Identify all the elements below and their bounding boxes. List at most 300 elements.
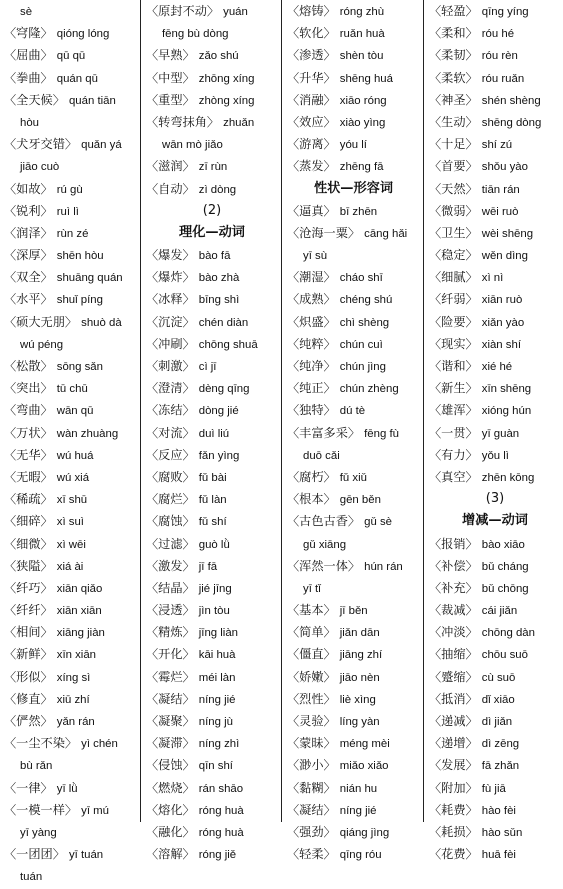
entry-word: 〈一尘不染〉: [4, 736, 78, 751]
entry-pinyin: fǔ làn: [198, 494, 227, 507]
entry-word: 〈转弯抹角〉: [146, 114, 220, 129]
entry-pinyin: xiāng jiàn: [56, 627, 105, 640]
entry-word: 〈反应〉: [146, 447, 195, 462]
entry-word: 〈首要〉: [429, 159, 478, 174]
entry: [287, 0, 420, 22]
entry-pinyin: xiá ài: [56, 560, 84, 573]
entry: [287, 732, 420, 754]
entry-pinyin: xì nì: [481, 272, 504, 285]
column-1: [4, 0, 137, 884]
entry: [287, 777, 420, 799]
entry-pinyin: zhōng xíng: [198, 72, 255, 85]
entry-pinyin: xiān xiān: [56, 605, 102, 618]
entry-pinyin: yī sù: [303, 250, 328, 263]
entry: [4, 843, 137, 865]
entry-pinyin: liè xìng: [339, 693, 376, 706]
entry-pinyin: chì shèng: [339, 316, 390, 329]
entry: [429, 732, 561, 754]
entry-word: 〈灵验〉: [287, 714, 336, 728]
entry-word: 〈万状〉: [4, 425, 53, 440]
entry-word: 〈俨然〉: [4, 714, 53, 728]
entry-pinyin: zhuǎn: [223, 116, 255, 129]
entry: [4, 710, 137, 732]
entry-word: 〈霉烂〉: [146, 669, 195, 684]
entry-word: 〈发展〉: [429, 758, 478, 773]
column-4: [429, 0, 561, 862]
entry-word: 〈花费〉: [429, 847, 478, 862]
entry: [429, 533, 561, 555]
entry: [4, 688, 137, 710]
entry-word: 〈燃烧〉: [146, 780, 195, 795]
entry-word: 〈炽盛〉: [287, 314, 336, 329]
entry-word: 〈基本〉: [287, 603, 336, 618]
entry-pinyin: tiān rán: [481, 183, 520, 196]
entry: [287, 111, 420, 133]
entry: [287, 754, 420, 776]
entry: [429, 599, 561, 621]
entry: [146, 111, 278, 133]
entry-continuation: [4, 865, 137, 887]
entry-word: 〈强劲〉: [287, 824, 336, 839]
entry: [429, 178, 561, 200]
entry: [4, 777, 137, 799]
entry-continuation: [4, 111, 137, 133]
entry: [287, 422, 420, 444]
entry-pinyin: quǎn yá: [81, 139, 122, 152]
entry-pinyin: xī shū: [56, 494, 88, 507]
entry: [287, 67, 420, 89]
entry-word: 〈激发〉: [146, 558, 195, 573]
entry-pinyin: wú huá: [56, 449, 94, 462]
entry-word: 〈相间〉: [4, 625, 53, 640]
entry-word: 〈柔和〉: [429, 26, 478, 41]
entry-pinyin: zhēn kōng: [481, 471, 535, 484]
entry: [287, 643, 420, 665]
entry-pinyin: róng huà: [198, 804, 244, 817]
entry-word: 〈松散〉: [4, 359, 53, 373]
entry-word: 〈浑然一体〉: [287, 558, 361, 573]
column-divider: [281, 0, 282, 822]
entry: [146, 466, 278, 488]
entry-pinyin: róu hé: [481, 28, 515, 41]
entry-word: 〈附加〉: [429, 780, 478, 795]
entry-pinyin: ruì lì: [56, 205, 79, 218]
section-heading: 性状—形容词: [313, 180, 394, 196]
entry: [146, 67, 278, 89]
entry: [287, 488, 420, 510]
entry-pinyin: yǎn rán: [56, 716, 95, 728]
entry-word: 〈细腻〉: [429, 270, 478, 285]
entry: [146, 377, 278, 399]
entry: [287, 155, 420, 177]
entry-pinyin: sōng sǎn: [56, 361, 103, 373]
entry: [4, 444, 137, 466]
entry-pinyin: kāi huà: [198, 649, 236, 662]
entry-pinyin: níng jié: [339, 804, 377, 817]
entry: [146, 244, 278, 266]
entry: [429, 311, 561, 333]
entry: [287, 821, 420, 843]
entry-pinyin: níng jù: [198, 716, 233, 728]
entry: [146, 666, 278, 688]
entry-pinyin: xì wēi: [56, 538, 86, 551]
entry: [4, 67, 137, 89]
entry-pinyin: tū chū: [56, 383, 88, 396]
entry: [146, 44, 278, 66]
entry: [429, 222, 561, 244]
entry-pinyin: xíng sì: [56, 671, 91, 684]
entry-word: 〈双全〉: [4, 270, 53, 285]
entry-pinyin: níng zhì: [198, 738, 240, 751]
entry-pinyin: yī mú: [81, 804, 109, 817]
entry-pinyin: fǎn yìng: [198, 449, 240, 462]
entry: [146, 510, 278, 532]
entry-pinyin: wān qū: [56, 405, 94, 418]
entry: [4, 89, 137, 111]
entry: [429, 577, 561, 599]
entry-word: 〈深厚〉: [4, 248, 53, 263]
entry: [146, 288, 278, 310]
entry-continuation: [287, 533, 420, 555]
entry: [146, 89, 278, 111]
entry: [4, 178, 137, 200]
entry-word: 〈弯曲〉: [4, 403, 53, 418]
entry-pinyin: chōng dàn: [481, 627, 535, 640]
entry-pinyin: chún cuì: [339, 338, 383, 351]
entry-word: 〈报销〉: [429, 536, 478, 551]
entry-pinyin: xié hé: [481, 361, 513, 373]
entry-word: 〈古色古香〉: [287, 514, 361, 529]
entry-pinyin: jiāo cuò: [20, 161, 60, 174]
entry-word: 〈腐败〉: [146, 469, 195, 484]
entry-pinyin: zhòng xíng: [198, 94, 255, 107]
entry-pinyin: jié jīng: [198, 582, 232, 595]
entry: [4, 355, 137, 377]
entry-word: 〈爆炸〉: [146, 270, 195, 285]
entry: [287, 311, 420, 333]
entry: [287, 133, 420, 155]
entry: [429, 754, 561, 776]
entry-word: 〈冻结〉: [146, 403, 195, 418]
entry-word: 〈刺激〉: [146, 359, 195, 373]
entry-continuation: [4, 155, 137, 177]
entry-word: 〈细碎〉: [4, 514, 53, 529]
entry-pinyin: chōu suō: [481, 649, 528, 662]
entry-pinyin: jìn tòu: [198, 605, 230, 618]
entry: [429, 688, 561, 710]
entry: [429, 666, 561, 688]
entry-word: 〈丰富多采〉: [287, 425, 361, 440]
entry-pinyin: chōng shuā: [198, 338, 258, 351]
entry-pinyin: jī běn: [339, 605, 368, 618]
entry-word: 〈拳曲〉: [4, 70, 53, 85]
entry-word: 〈有力〉: [429, 447, 478, 462]
entry-pinyin: líng yàn: [339, 716, 380, 728]
entry-pinyin: shuāng quán: [56, 272, 123, 285]
entry-word: 〈沧海一粟〉: [287, 225, 361, 240]
entry-pinyin: bào xiāo: [481, 538, 525, 551]
entry: [4, 244, 137, 266]
entry: [146, 732, 278, 754]
entry-pinyin: zī rùn: [198, 161, 228, 174]
entry: [429, 799, 561, 821]
entry-word: 〈轻盈〉: [429, 4, 478, 18]
entry-pinyin: fēng bù dòng: [162, 28, 229, 41]
entry-pinyin: qīng róu: [339, 849, 382, 862]
entry-word: 〈抽缩〉: [429, 647, 478, 662]
entry-pinyin: shèn tòu: [339, 50, 384, 63]
entry-pinyin: sè: [20, 6, 33, 18]
entry-pinyin: dǐ xiāo: [481, 693, 515, 706]
entry: [429, 22, 561, 44]
entry: [287, 222, 420, 244]
entry-pinyin: fēng fù: [364, 427, 399, 440]
entry-pinyin: wàn zhuàng: [56, 427, 119, 440]
entry-pinyin: qīng yíng: [481, 6, 529, 18]
entry-word: 〈冰释〉: [146, 292, 195, 307]
entry-pinyin: dèng qīng: [198, 383, 250, 396]
entry-pinyin: quán tiān: [68, 94, 116, 107]
entry-word: 〈蒸发〉: [287, 159, 336, 174]
entry: [4, 311, 137, 333]
entry: [429, 333, 561, 355]
entry-pinyin: xiān ruò: [481, 294, 523, 307]
entry-word: 〈补偿〉: [429, 558, 478, 573]
entry: [429, 266, 561, 288]
entry-continuation: [146, 133, 278, 155]
entry-pinyin: jiāng zhí: [339, 649, 383, 662]
entry-pinyin: chén diàn: [198, 316, 249, 329]
entry-word: 〈对流〉: [146, 425, 195, 440]
entry-word: 〈蹙缩〉: [429, 669, 478, 684]
entry-word: 〈无暇〉: [4, 469, 53, 484]
entry: [4, 577, 137, 599]
entry-pinyin: xiào yìng: [339, 116, 386, 129]
entry-word: 〈蒙昧〉: [287, 736, 336, 751]
entry-pinyin: xiū zhí: [56, 693, 90, 706]
entry-continuation: [287, 444, 420, 466]
section-number: (2): [202, 202, 222, 218]
entry: [146, 0, 278, 22]
entry-word: 〈滋润〉: [146, 159, 195, 174]
entry-word: 〈生动〉: [429, 114, 478, 129]
entry-pinyin: hòu: [20, 116, 40, 129]
entry: [4, 666, 137, 688]
entry-word: 〈纯净〉: [287, 359, 336, 373]
entry: [146, 355, 278, 377]
entry-word: 〈稀疏〉: [4, 492, 53, 507]
entry-word: 〈十足〉: [429, 137, 478, 152]
entry: [287, 200, 420, 222]
entry-word: 〈渗透〉: [287, 48, 336, 63]
entry-word: 〈根本〉: [287, 492, 336, 507]
entry: [429, 621, 561, 643]
entry: [287, 377, 420, 399]
entry: [4, 422, 137, 444]
entry-pinyin: xióng hún: [481, 405, 532, 418]
entry-word: 〈升华〉: [287, 70, 336, 85]
entry: [429, 466, 561, 488]
entry-pinyin: fǔ bài: [198, 471, 227, 484]
entry: [146, 422, 278, 444]
entry: [429, 67, 561, 89]
entry-word: 〈润泽〉: [4, 225, 53, 240]
entry: [4, 200, 137, 222]
entry: [429, 555, 561, 577]
entry-word: 〈侵蚀〉: [146, 758, 195, 773]
entry: [146, 533, 278, 555]
entry-word: 〈一模一样〉: [4, 802, 78, 817]
entry-pinyin: méi làn: [198, 671, 236, 684]
entry-word: 〈融化〉: [146, 824, 195, 839]
entry-pinyin: níng jié: [198, 693, 236, 706]
entry-pinyin: shēng huá: [339, 72, 393, 85]
entry-pinyin: yī lǜ: [56, 782, 78, 795]
entry: [429, 44, 561, 66]
entry-pinyin: qióng lóng: [56, 28, 110, 41]
entry: [4, 732, 137, 754]
entry-word: 〈如故〉: [4, 181, 53, 196]
entry-word: 〈腐烂〉: [146, 492, 195, 507]
entry-pinyin: bī zhēn: [339, 205, 378, 218]
entry-word: 〈凝滞〉: [146, 736, 195, 751]
entry-word: 〈稳定〉: [429, 248, 478, 263]
entry: [287, 688, 420, 710]
entry: [146, 444, 278, 466]
entry-pinyin: qū qū: [56, 50, 86, 63]
entry-pinyin: zì dòng: [198, 183, 237, 196]
entry: [146, 178, 278, 200]
entry-pinyin: xì suì: [56, 516, 84, 529]
entry-word: 〈神圣〉: [429, 92, 478, 107]
entry-word: 〈独特〉: [287, 403, 336, 418]
entry-word: 〈冲刷〉: [146, 336, 195, 351]
entry-pinyin: shēng dòng: [481, 116, 542, 129]
entry-pinyin: zhēng fā: [339, 161, 384, 174]
entry-pinyin: hào fèi: [481, 804, 516, 817]
entry-pinyin: qiáng jìng: [339, 826, 390, 839]
entry-word: 〈柔韧〉: [429, 48, 478, 63]
entry-pinyin: cái jiǎn: [481, 605, 518, 618]
entry: [287, 510, 420, 532]
entry: [4, 44, 137, 66]
entry: [287, 89, 420, 111]
entry: [146, 311, 278, 333]
entry-word: 〈天然〉: [429, 181, 478, 196]
entry: [146, 621, 278, 643]
entry: [4, 222, 137, 244]
entry-pinyin: jīng liàn: [198, 627, 239, 640]
entry-word: 〈补充〉: [429, 580, 478, 595]
entry: [429, 643, 561, 665]
entry-pinyin: rùn zé: [56, 227, 89, 240]
entry-pinyin: hào sǔn: [481, 826, 523, 839]
entry-word: 〈犬牙交错〉: [4, 137, 78, 152]
entry-pinyin: fù jiā: [481, 782, 506, 795]
entry-word: 〈雄浑〉: [429, 403, 478, 418]
entry-pinyin: gēn běn: [339, 494, 381, 507]
entry-word: 〈凝结〉: [287, 802, 336, 817]
entry-word: 〈结晶〉: [146, 580, 195, 595]
entry-pinyin: shuò dà: [81, 316, 122, 329]
entry-word: 〈微弱〉: [429, 203, 478, 218]
entry: [4, 466, 137, 488]
entry-pinyin: bào zhà: [198, 272, 240, 285]
entry: [429, 244, 561, 266]
entry: [146, 643, 278, 665]
entry-word: 〈新鲜〉: [4, 647, 53, 662]
entry-pinyin: chéng shú: [339, 294, 393, 307]
entry-word: 〈一律〉: [4, 780, 53, 795]
entry: [146, 577, 278, 599]
entry-pinyin: bù rǎn: [20, 760, 53, 773]
entry-pinyin: gǔ sè: [364, 516, 392, 529]
entry-word: 〈水平〉: [4, 292, 53, 307]
entry: [429, 399, 561, 421]
entry: [4, 377, 137, 399]
entry-pinyin: yī guàn: [481, 427, 520, 440]
entry-word: 〈溶解〉: [146, 847, 195, 862]
entry: [146, 843, 278, 865]
entry-word: 〈开化〉: [146, 647, 195, 662]
entry-word: 〈腐朽〉: [287, 469, 336, 484]
entry: [287, 710, 420, 732]
entry-pinyin: rú gù: [56, 183, 83, 196]
entry-pinyin: wēi ruò: [481, 205, 519, 218]
entry-word: 〈消融〉: [287, 92, 336, 107]
entry-pinyin: duō cǎi: [303, 449, 340, 462]
entry: [146, 333, 278, 355]
entry-pinyin: shǒu yào: [481, 161, 528, 174]
entry-word: 〈卫生〉: [429, 225, 478, 240]
entry-pinyin: róng jiě: [198, 849, 237, 862]
entry: [146, 688, 278, 710]
section-heading: 理化—动词: [179, 224, 245, 240]
entry-pinyin: wú xiá: [56, 471, 90, 484]
entry-pinyin: ruǎn huà: [339, 28, 385, 41]
entry: [429, 111, 561, 133]
entry-pinyin: bǔ cháng: [481, 560, 529, 573]
entry-pinyin: yóu lí: [339, 139, 367, 152]
entry-word: 〈轻柔〉: [287, 847, 336, 862]
entry: [4, 488, 137, 510]
entry-word: 〈突出〉: [4, 381, 53, 396]
entry-word: 〈形似〉: [4, 669, 53, 684]
entry: [287, 621, 420, 643]
entry-pinyin: chún zhèng: [339, 383, 399, 396]
entry: [287, 466, 420, 488]
entry-word: 〈纯正〉: [287, 381, 336, 396]
entry-pinyin: zǎo shú: [198, 50, 239, 63]
entry: [429, 843, 561, 865]
entry-word: 〈原封不动〉: [146, 4, 220, 18]
entry-pinyin: miǎo xiǎo: [339, 760, 389, 773]
entry-pinyin: jiāo nèn: [339, 671, 380, 684]
entry-word: 〈浸透〉: [146, 603, 195, 618]
entry: [146, 599, 278, 621]
entry-word: 〈凝聚〉: [146, 714, 195, 728]
entry-word: 〈精炼〉: [146, 625, 195, 640]
entry-pinyin: guò lǜ: [198, 538, 230, 551]
entry: [4, 22, 137, 44]
entry-pinyin: xiǎn yào: [481, 316, 525, 329]
entry-pinyin: nián hu: [339, 782, 378, 795]
entry-word: 〈硕大无朋〉: [4, 314, 78, 329]
entry-word: 〈无华〉: [4, 447, 53, 462]
entry: [429, 355, 561, 377]
entry-word: 〈狭隘〉: [4, 558, 53, 573]
entry: [4, 599, 137, 621]
